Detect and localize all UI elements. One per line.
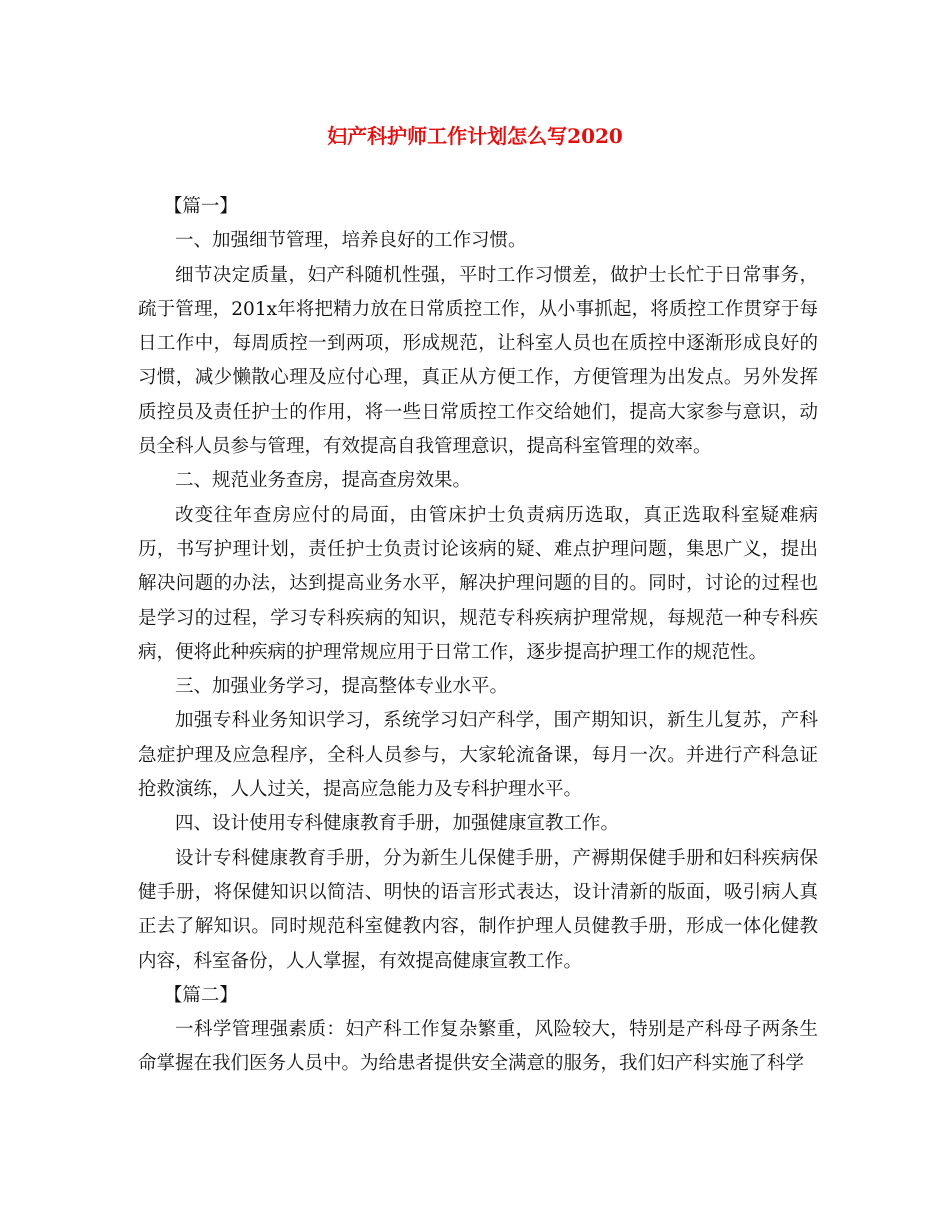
paragraph-professional-study: 加强专科业务知识学习，系统学习妇产科学，围产期知识，新生儿复苏，产科急症护理及应急程序，全科人员参与，大家轮流备课，每月一次。并进行产科急证抢救演练，人人过关，提高应急能力及专科护理水平。 — [138, 710, 818, 801]
document-title: 妇产科护师工作计划怎么写2020 — [327, 124, 623, 148]
heading-professional-study: 三、加强业务学习，提高整体专业水平。 — [175, 676, 509, 698]
section-heading-part-two: 【篇二】 — [163, 984, 238, 1006]
paragraph-detail-management: 细节决定质量，妇产科随机性强，平时工作习惯差，做护士长忙于日常事务，疏于管理，201x年将把精力放在日常质控工作，从小事抓起，将质控工作贯穿于每日工作中，每周质控一到两项，形成规范，让科室人员也在质控中逐渐形成良好的习惯，减少懒散心理及应付心理，真正从方便工作，方便管理为出发点。另外发挥质控员及责任护士的作用，将一些日常质控工作交给她们，提高大家参与意识，动员全科人员参与管理，有效提高自我管理意识，提高科室管理的效率。 — [138, 264, 818, 458]
paragraph-health-education: 设计专科健康教育手册，分为新生儿保健手册，产褥期保健手册和妇科疾病保健手册，将保健知识以简洁、明快的语言形式表达，设计清新的版面，吸引病人真正去了解知识。同时规范科室健教内容，制作护理人员健教手册，形成一体化健教内容，科室备份，人人掌握，有效提高健康宣教工作。 — [138, 847, 818, 972]
document-body — [138, 190, 818, 1082]
heading-ward-rounds: 二、规范业务查房，提高查房效果。 — [175, 470, 472, 492]
section-heading-part-one: 【篇一】 — [163, 196, 238, 217]
paragraph-ward-rounds: 改变往年查房应付的局面，由管床护士负责病历选取，真正选取科室疑难病历，书写护理计划，责任护士负责讨论该病的疑、难点护理问题，集思广义，提出解决问题的办法，达到提高业务水平，解决护理问题的目的。同时，讨论的过程也是学习的过程，学习专科疾病的知识，规范专科疾病护理常规，每规范一种专科疾病，便将此种疾病的护理常规应用于日常工作，逐步提高护理工作的规范性。 — [138, 504, 818, 663]
heading-health-education: 四、设计使用专科健康教育手册，加强健康宣教工作。 — [175, 813, 620, 835]
paragraph-scientific-management: 一科学管理强素质：妇产科工作复杂繁重，风险较大，特别是产科母子两条生命掌握在我们医务人员中。为给患者提供安全满意的服务，我们妇产科实施了科学 — [138, 1019, 818, 1075]
heading-detail-management: 一、加强细节管理，培养良好的工作习惯。 — [175, 230, 527, 252]
